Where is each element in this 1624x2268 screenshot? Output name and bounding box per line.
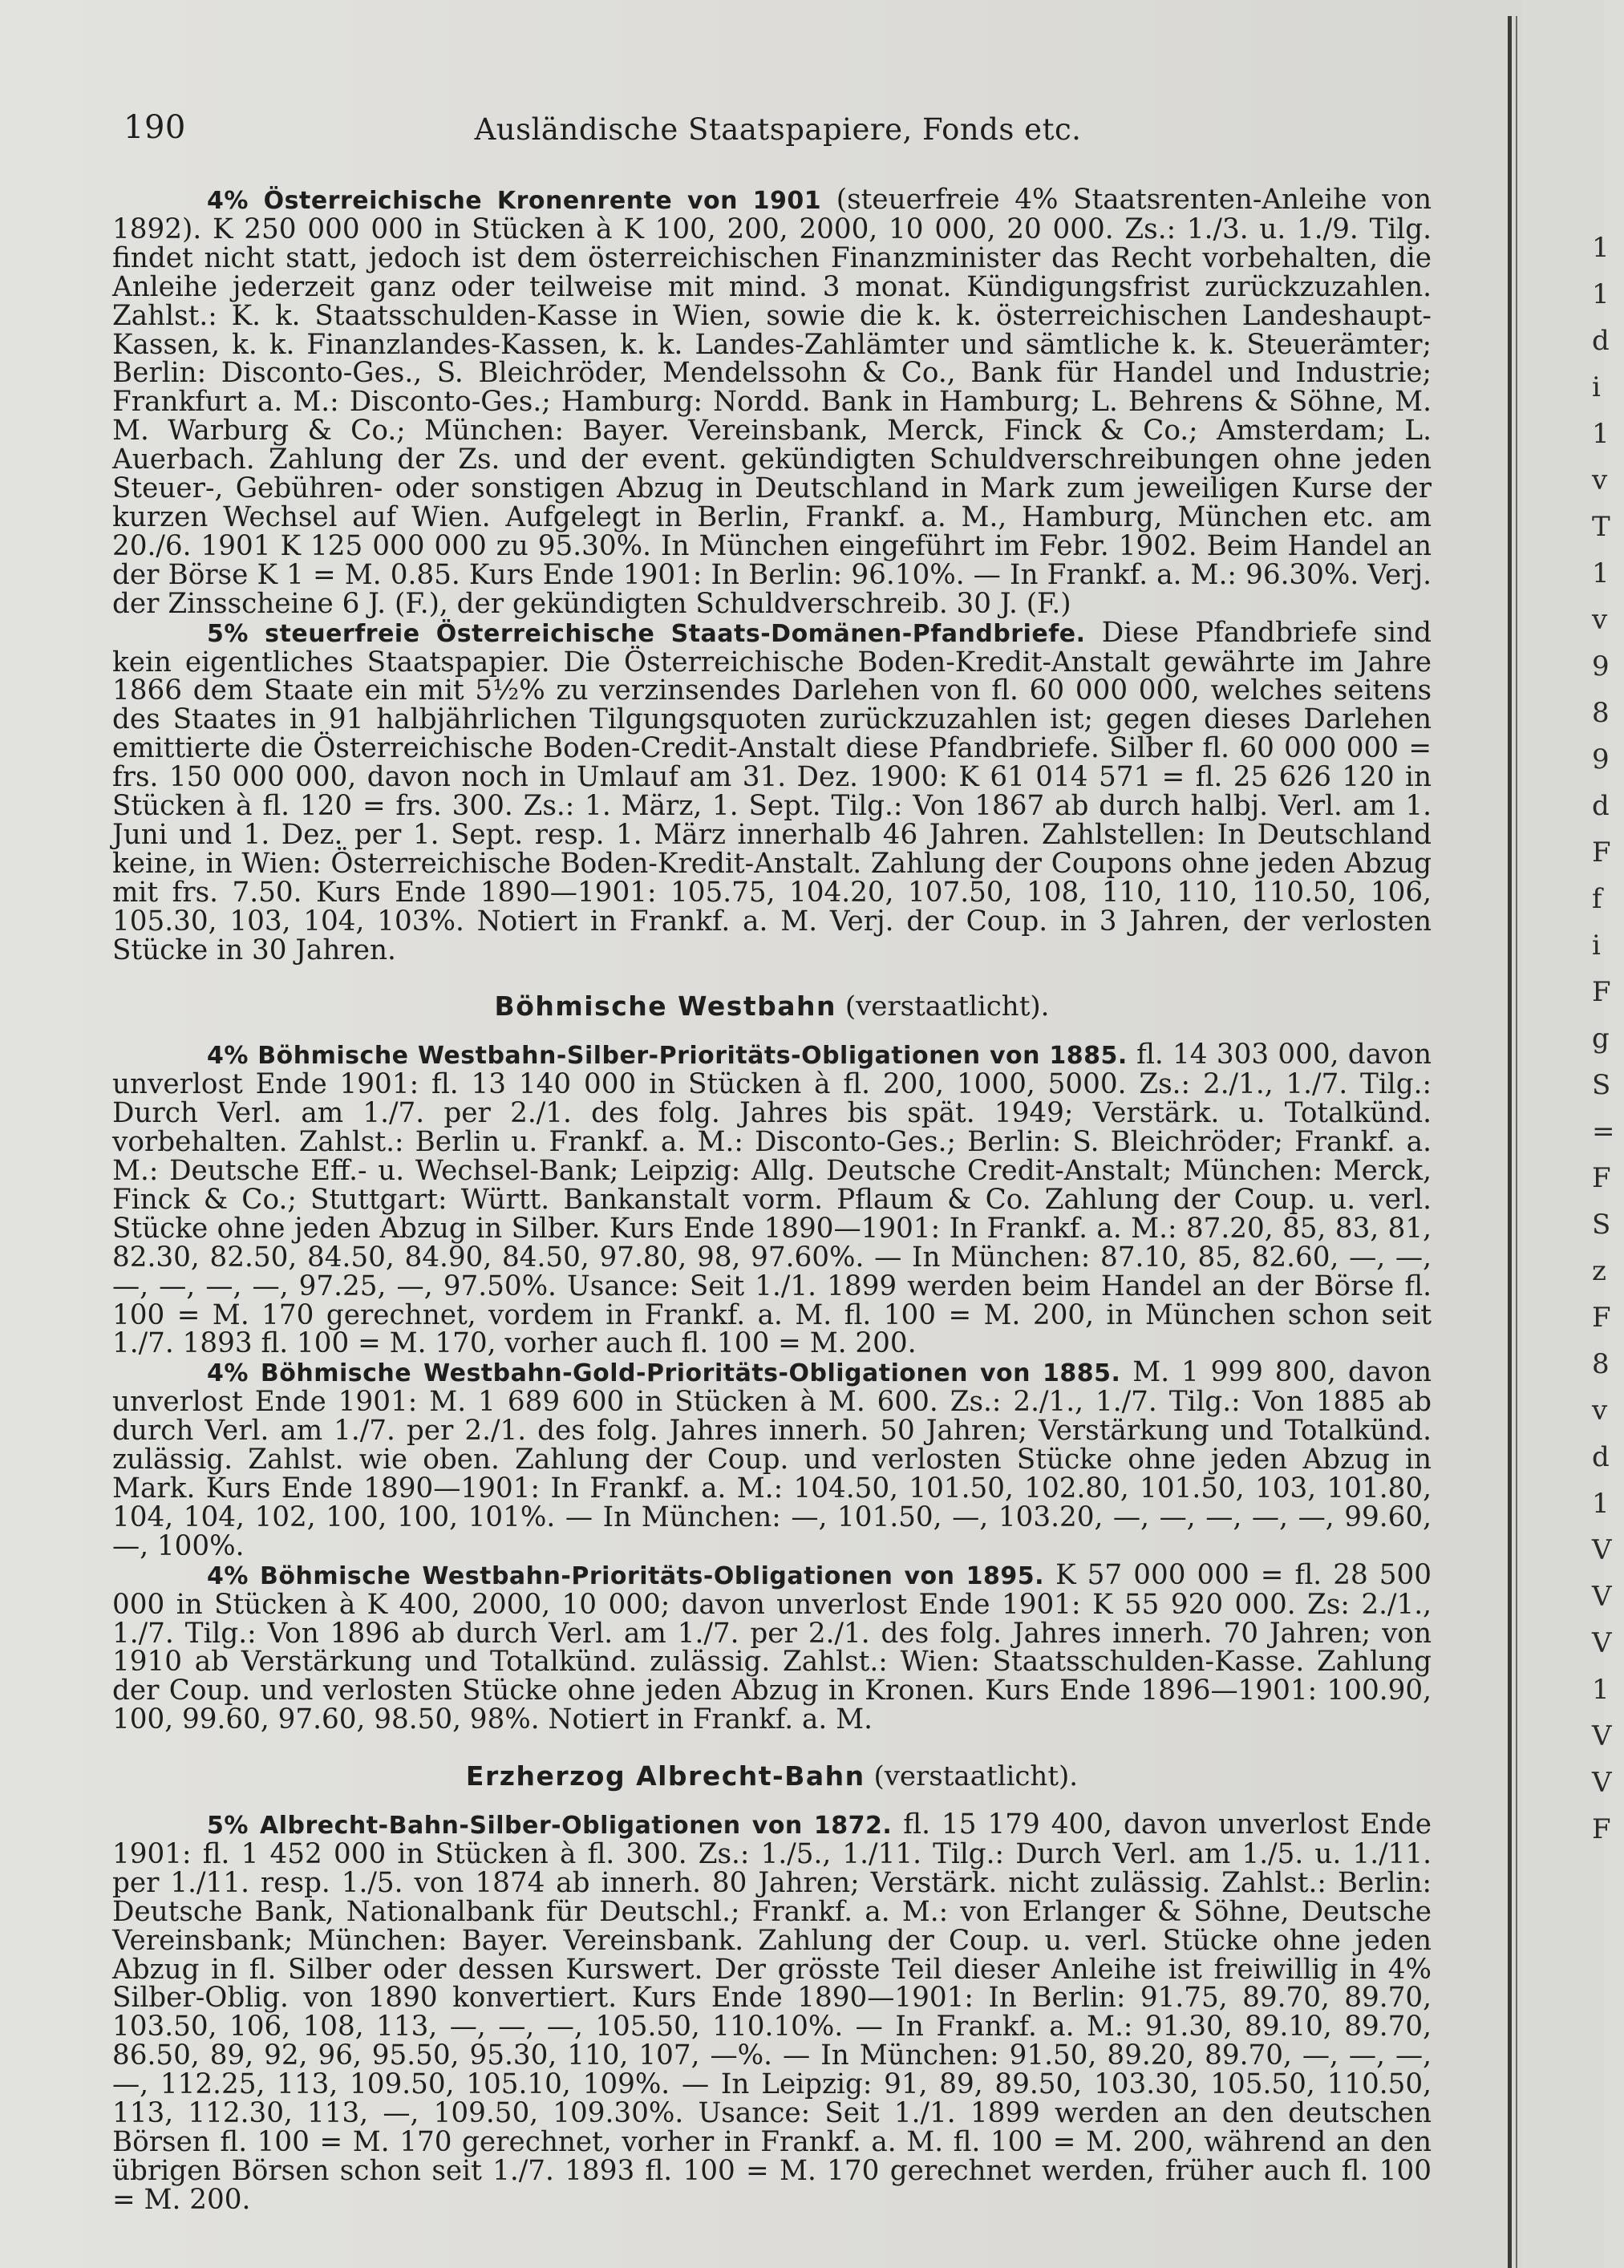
- edge-fragment: F: [1592, 1162, 1611, 1194]
- edge-fragment: v: [1592, 604, 1608, 636]
- entry-westbahn-silber: [112, 1041, 1432, 1359]
- edge-fragment: F: [1592, 1302, 1611, 1334]
- entry-body: K 57 000 000 = fl. 28 500 000 in Stücken à K 400, 2000, 10 000; davon unverlost Ende 1901: K 55 920 000. Zs: 2./1., 1./7. Tilg.: Von 1896 ab durch Verl. am 1./7. per 2./1. des folg. Jahres innerh. 70 Jahren; von 1910 ab Verstärkung und Totalkünd. zulässig. Zahlst.: Wien: Staatsschulden-Kasse. Zahlung der Coup. und verlosten Stücke ohne jeden Abzug in Kronen. Kurs Ende 1896—1901: 100.90, 100, 99.60, 97.60, 98.50, 98%. Notiert in Frankf. a. M.: [112, 1558, 1432, 1736]
- edge-fragment: i: [1592, 371, 1601, 403]
- edge-fragment: V: [1592, 1581, 1612, 1613]
- edge-fragment: 9: [1592, 650, 1610, 682]
- edge-fragment: d: [1592, 325, 1610, 357]
- section-title-boehmische-westbahn: [112, 992, 1432, 1022]
- edge-fragment: z: [1592, 1255, 1606, 1287]
- entry-body: M. 1 999 800, davon unverlost Ende 1901: M. 1 689 600 in Stücken à M. 600. Zs.: 2./1., 1./7. Tilg.: Von 1885 ab durch Verl. am 1./7. per 2./1. des folg. Jahres innerh. 50 Jahren; Verstärkung und Totalkünd. zulässig. Zahlst. wie oben. Zahlung der Coup. und verlosten Stücke ohne jeden Abzug in Mark. Kurs Ende 1890—1901: In Frankf. a. M.: 104.50, 101.50, 102.80, 101.50, 103, 101.80, 104, 104, 102, 100, 100, 101%. — In München: —, 101.50, —, 103.20, —, —, —, —, —, 99.60, —, 100%.: [112, 1356, 1432, 1562]
- section-title: Erzherzog Albrecht-Bahn: [465, 1760, 865, 1792]
- entry-domaenen-pfandbriefe: [112, 616, 1432, 966]
- edge-fragment: d: [1592, 790, 1610, 822]
- entry-lead: 4% Böhmische Westbahn-Prioritäts-Obligationen von 1895.: [207, 1561, 1045, 1590]
- edge-fragment: T: [1592, 511, 1610, 543]
- edge-fragment: =: [1592, 1116, 1615, 1148]
- edge-fragment: 1: [1592, 557, 1610, 589]
- entry-body: fl. 15 179 400, davon unverlost Ende 1901: fl. 1 452 000 in Stücken à fl. 300. Zs.: 1./5., 1./11. Tilg.: Durch Verl. am 1./5. u. 1./11. per 1./11. resp. 1./5. von 1874 ab innerh. 80 Jahren; Verstärk. nicht zulässig. Zahlst.: Berlin: Deutsche Bank, Nationalbank für Deutschl.; Frankf. a. M.: von Erlanger & Söhne, Deutsche Vereinsbank; München: Bayer. Vereinsbank. Zahlung der Coup. u. verl. Stücke ohne jeden Abzug in fl. Silber oder dessen Kurswert. Der grösste Teil dieser Anleihe ist freiwillig in 4% Silber-Oblig. von 1890 konvertiert. Kurs Ende 1890—1901: In Berlin: 91.75, 89.70, 89.70, 103.50, 106, 108, 113, —, —, —, 105.50, 110.10%. — In Frankf. a. M.: 91.30, 89.10, 89.70, 86.50, 89, 92, 96, 95.50, 95.30, 110, 107, —%. — In München: 91.50, 89.20, 89.70, —, —, —, —, 112.25, 113, 109.50, 105.10, 109%. — In Leipzig: 91, 89, 89.50, 103.30, 105.50, 110.50, 113, 112.30, 113, —, 109.50, 109.30%. Usance: Seit 1./1. 1899 werden an den deutschen Börsen fl. 100 = M. 170 gerechnet, vorher in Frankf. a. M. fl. 100 = M. 200, während an den übrigen Börsen schon seit 1./7. 1893 fl. 100 = M. 170 gerechnet werden, früher auch fl. 100 = M. 200.: [112, 1808, 1432, 2216]
- edge-fragment: S: [1592, 1209, 1611, 1241]
- edge-fragment: 8: [1592, 1348, 1610, 1380]
- adjacent-page-fragments: [1592, 225, 1624, 1853]
- section-note: (verstaatlicht).: [865, 1760, 1079, 1793]
- section-title: Böhmische Westbahn: [494, 990, 837, 1023]
- entry-lead: 4% Böhmische Westbahn-Silber-Prioritäts-Obligationen von 1885.: [207, 1042, 1128, 1071]
- entry-albrecht-silber: [112, 1808, 1432, 2216]
- edge-fragment: S: [1592, 1069, 1611, 1101]
- binding-gutter-shadow: [1516, 16, 1517, 2268]
- edge-fragment: V: [1592, 1767, 1612, 1799]
- binding-gutter: [1508, 16, 1512, 2268]
- page-header: [120, 109, 1436, 157]
- edge-fragment: V: [1592, 1720, 1612, 1752]
- edge-fragment: 1: [1592, 278, 1610, 310]
- edge-fragment: i: [1592, 929, 1601, 962]
- section-note: (verstaatlicht).: [836, 990, 1050, 1023]
- main-text: [112, 186, 1432, 2215]
- entry-lead: 5% Albrecht-Bahn-Silber-Obligationen von 1872.: [207, 1812, 893, 1841]
- edge-fragment: F: [1592, 1813, 1611, 1845]
- edge-fragment: 1: [1592, 232, 1610, 264]
- edge-fragment: 1: [1592, 1674, 1610, 1706]
- edge-fragment: 1: [1592, 1488, 1610, 1520]
- entry-body: fl. 14 303 000, davon unverlost Ende 1901: fl. 13 140 000 in Stücken à fl. 200, 1000, 5000. Zs.: 2./1., 1./7. Tilg.: Durch Verl. am 1./7. per 2./1. des folg. Jahres bis spät. 1949; Verstärk. u. Totalkünd. vorbehalten. Zahlst.: Berlin u. Frankf. a. M.: Disconto-Ges.; Berlin: S. Bleichröder; Frankf. a. M.: Deutsche Eff.- u. Wechsel-Bank; Leipzig: Allg. Deutsche Credit-Anstalt; München: Merck, Finck & Co.; Stuttgart: Württ. Bankanstalt vorm. Pflaum & Co. Zahlung der Coup. u. verl. Stücke ohne jeden Abzug in Silber. Kurs Ende 1890—1901: In Frankf. a. M.: 87.20, 85, 83, 81, 82.30, 82.50, 84.50, 84.90, 84.50, 97.80, 98, 97.60%. — In München: 87.10, 85, 82.60, —, —, —, —, —, —, 97.25, —, 97.50%. Usance: Seit 1./1. 1899 werden beim Handel an der Börse fl. 100 = M. 170 gerechnet, vordem in Frankf. a. M. fl. 100 = M. 200, in München schon seit 1./7. 1893 fl. 100 = M. 170, vorher auch fl. 100 = M. 200.: [112, 1039, 1432, 1360]
- edge-fragment: v: [1592, 1395, 1608, 1427]
- edge-fragment: 8: [1592, 697, 1610, 729]
- entry-kronenrente: [112, 186, 1432, 619]
- running-title: Ausländische Staatspapiere, Fonds etc.: [474, 112, 1082, 147]
- edge-fragment: d: [1592, 1441, 1610, 1473]
- entry-westbahn-gold: [112, 1356, 1432, 1562]
- entry-lead: 4% Österreichische Kronenrente von 1901: [207, 187, 822, 215]
- edge-fragment: 9: [1592, 743, 1610, 776]
- entry-westbahn-1895: [112, 1558, 1432, 1736]
- edge-fragment: 1: [1592, 418, 1610, 450]
- section-title-albrecht-bahn: [112, 1762, 1432, 1792]
- entry-lead: 4% Böhmische Westbahn-Gold-Prioritäts-Obligationen von 1885.: [207, 1359, 1121, 1388]
- edge-fragment: V: [1592, 1627, 1612, 1659]
- edge-fragment: F: [1592, 976, 1611, 1008]
- entry-lead: 5% steuerfreie Österreichische Staats-Domänen-Pfandbriefe.: [207, 619, 1086, 648]
- edge-fragment: f: [1592, 883, 1602, 915]
- edge-fragment: g: [1592, 1023, 1610, 1055]
- page-number: 190: [124, 109, 186, 146]
- edge-fragment: F: [1592, 836, 1611, 869]
- entry-body: (steuerfreie 4% Staatsrenten-Anleihe von 1892). K 250 000 000 in Stücken à K 100, 200, 2000, 10 000, 20 000. Zs.: 1./3. u. 1./9. Tilg. findet nicht statt, jedoch ist dem österreichischen Finanzminister das Recht vorbehalten, die Anleihe jederzeit ganz oder teilweise mit mind. 3 monat. Kündigungsfrist zurückzuzahlen. Zahlst.: K. k. Staatsschulden-Kasse in Wien, sowie die k. k. österreichischen Landeshaupt-Kassen, k. k. Finanzlandes-Kassen, k. k. Landes-Zahlämter und sämtliche k. k. Steuerämter; Berlin: Disconto-Ges., S. Bleichröder, Mendelssohn & Co., Bank für Handel und Industrie; Frankfurt a. M.: Disconto-Ges.; Hamburg: Nordd. Bank in Hamburg; L. Behrens & Söhne, M. M. Warburg & Co.; München: Bayer. Vereinsbank, Merck, Finck & Co.; Amsterdam; L. Auerbach. Zahlung der Zs. und der event. gekündigten Schuldverschreibungen ohne jeden Steuer-, Gebühren- oder sonstigen Abzug in Deutschland in Mark zum jeweiligen Kurse der kurzen Wechsel auf Wien. Aufgelegt in Berlin, Frankf. a. M., Hamburg, München etc. am 20./6. 1901 K 125 000 000 zu 95.30%. In München eingeführt im Febr. 1902. Beim Handel an der Börse K 1 = M. 0.85. Kurs Ende 1901: In Berlin: 96.10%. — In Frankf. a. M.: 96.30%. Verj. der Zinsscheine 6 J. (F.), der gekündigten Schuldverschreib. 30 J. (F.): [112, 184, 1432, 620]
- edge-fragment: V: [1592, 1534, 1612, 1566]
- entry-body: Diese Pfandbriefe sind kein eigentliches Staatspapier. Die Österreichische Boden-Kredit-Anstalt gewährte im Jahre 1866 dem Staate ein mit 5½% zu verzinsendes Darlehen von fl. 60 000 000, welches seitens des Staates in 91 halbjährlichen Tilgungsquoten zurückzuzahlen ist; gegen dieses Darlehen emittierte die Österreichische Boden-Credit-Anstalt diese Pfandbriefe. Silber fl. 60 000 000 = frs. 150 000 000, davon noch in Umlauf am 31. Dez. 1900: K 61 014 571 = fl. 25 626 120 in Stücken à fl. 120 = frs. 300. Zs.: 1. März, 1. Sept. Tilg.: Von 1867 ab durch halbj. Verl. am 1. Juni und 1. Dez. per 1. Sept. resp. 1. März innerhalb 46 Jahren. Zahlstellen: In Deutschland keine, in Wien: Österreichische Boden-Kredit-Anstalt. Zahlung der Coupons ohne jeden Abzug mit frs. 7.50. Kurs Ende 1890—1901: 105.75, 104.20, 107.50, 108, 110, 110, 110.50, 106, 105.30, 103, 104, 103%. Notiert in Frankf. a. M. Verj. der Coup. in 3 Jahren, der verlosten Stücke in 30 Jahren.: [112, 616, 1432, 966]
- edge-fragment: v: [1592, 464, 1608, 496]
